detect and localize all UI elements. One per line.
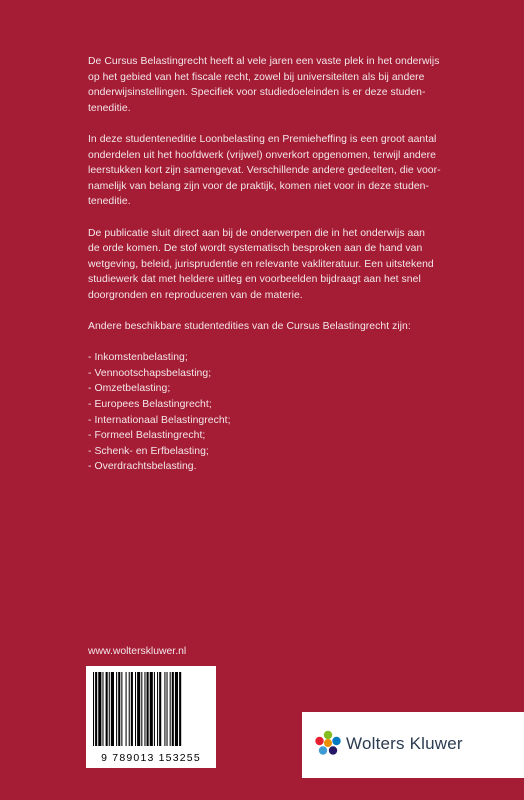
list-item: - Europees Belastingrecht; [88,397,468,413]
barcode-bar [116,672,117,746]
barcode-bar [93,672,94,746]
list-item: - Schenk- en Erfbelasting; [88,444,468,460]
list-item: - Overdrachtsbelasting. [88,459,468,475]
publisher-url: www.wolterskluwer.nl [88,646,187,657]
blurb [88,54,468,475]
barcode [86,666,216,768]
isbn-number: 9 789013 153255 [101,752,201,764]
list-item: - Internationaal Belastingrecht; [88,413,468,429]
list-item: - Formeel Belastingrecht; [88,428,468,444]
barcode-bar [172,672,174,746]
barcode-bar [135,672,136,746]
barcode-bar [137,672,140,746]
wolters-kluwer-logo-icon [314,730,342,758]
barcode-bar [179,672,181,746]
barcode-bars [91,672,211,746]
barcode-bar [121,672,122,746]
paragraph-publication: De publicatie sluit direct aan bij de onderwerpen die in het onderwijs aan de orde komen. De stof wordt systematisch besproken aan de hand van wetgeving, beleid, jurisprudentie en relevante vakliteratuur. Een uitstekend studiewerk dat met heldere uitleg en voorbeelden bijdraagt aan het snel doorgronden en reproduceren van de materie. [88,227,434,301]
barcode-bar [157,672,158,746]
publisher-name: Wolters Kluwer [346,734,463,753]
barcode-bar [141,672,142,746]
barcode-bar [147,672,149,746]
list-item: - Vennootschapsbelasting; [88,366,468,382]
barcode-bar [167,672,168,746]
list-item: - Omzetbelasting; [88,381,468,397]
barcode-bar [95,672,97,746]
barcode-bar [175,672,178,746]
barcode-bar [109,672,110,746]
barcode-bar [102,672,103,746]
barcode-bar [126,672,127,746]
barcode-bar [144,672,145,746]
barcode-bar [164,672,165,746]
editions-list [88,350,468,475]
barcode-bar [118,672,120,746]
barcode-bar [111,672,114,746]
barcode-bar [159,672,161,746]
barcode-bar [150,672,153,746]
barcode-bar [154,672,155,746]
barcode-bar [98,672,101,746]
paragraph-contents: In deze studenteneditie Loonbelasting en Premieheffing is een groot aantal onderdelen uit het hoofdwerk (vrijwel) onverkort opgenomen, terwijl andere leerstukken kort zijn samengevat. Verschillende andere gedeelten, die voor- namelijk van belang zijn voor de praktijk, komen niet voor in deze studen- teneditie. [88,133,441,208]
barcode-bar [129,672,130,746]
paragraph-intro: De Cursus Belastingrecht heeft al vele jaren een vaste plek in het onderwijs op het gebied van het fiscale recht, zowel bij universiteiten als bij andere onderwijsinstellingen. Specifiek voor studiedoeleinden is er deze studen- teneditie. [88,56,440,114]
barcode-bar [106,672,108,746]
barcode-bar [131,672,133,746]
list-item: - Inkomstenbelasting; [88,350,468,366]
barcode-bar [170,672,171,746]
paragraph-other-editions: Andere beschikbare studentedities van de Cursus Belastingrecht zijn: [88,321,411,333]
publisher-logo [302,712,524,778]
